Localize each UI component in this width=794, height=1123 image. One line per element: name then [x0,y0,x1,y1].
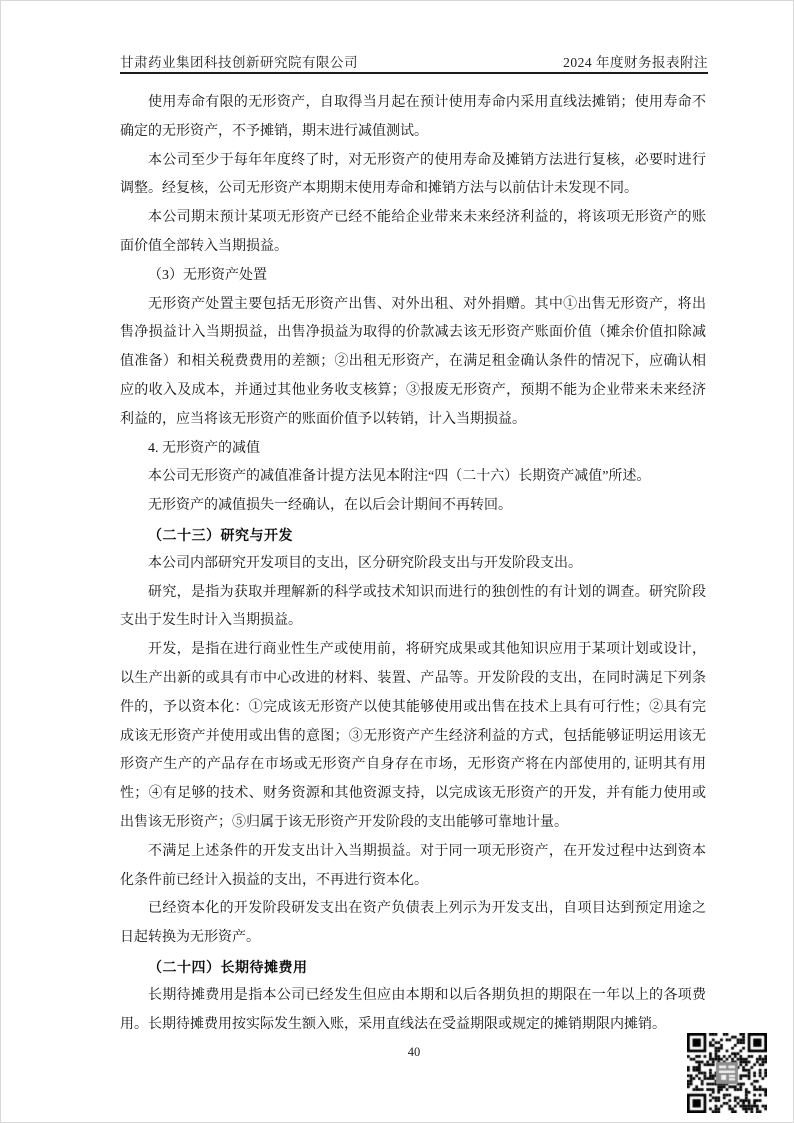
qr-code [687,1033,767,1113]
section-heading: （二十四）长期待摊费用 [148,958,308,975]
paragraph: 无形资产处置主要包括无形资产出售、对外出租、对外捐赠。其中①出售无形资产，将出售净损益计入当期损益，出售净损益为取得的价款减去该无形资产账面价值（摊余价值扣除减值准备）和相关税费费用的差额；②出租无形资产，在满足租金确认条件的情况下，应确认相应的收入及成本，并通过其他业务收支核算；③报废无形资产，预期不能为企业带来未来经济利益的，应当将该无形资产的账面价值予以转销，计入当期损益。 [120,296,706,427]
section-heading: （二十三）研究与开发 [148,526,293,543]
paragraph: 使用寿命有限的无形资产，自取得当月起在预计使用寿命内采用直线法摊销；使用寿命不确定的无形资产，不予摊销，期末进行减值测试。 [120,95,706,139]
report-title: 2024 年度财务报表附注 [563,55,708,70]
page-header [120,51,708,71]
paragraph: 4. 无形资产的减值 [148,440,260,456]
paragraph: 长期待摊费用是指本公司已经发生但应由本期和以后各期负担的期限在一年以上的各项费用。长期待摊费用按实际发生额入账，采用直线法在受益期限或规定的摊销期限内摊销。 [120,987,706,1032]
paragraph: （3）无形资产处置 [148,267,267,283]
company-name: 甘肃药业集团科技创新研究院有限公司 [120,55,358,70]
page-footer [120,1045,708,1060]
qr-code-image [687,1033,767,1113]
paragraph: 开发，是指在进行商业性生产或使用前，将研究成果或其他知识应用于某项计划或设计，以生产出新的或具有市中心改进的材料、装置、产品等。开发阶段的支出，在同时满足下列条件的，予以资本化：①完成该无形资产以使其能够使用或出售在技术上具有可行性；②具有完成该无形资产并使用或出售的意图；③无形资产产生经济利益的方式，包括能够证明运用该无形资产生产的产品存在市场或无形资产自身存在市场，无形资产将在内部使用的, 证明其有用性；④有足够的技术、财务资源和其他资源支持，以完成该无形资产的开发，并有能力使用或出售该无形资产；⑤归属于该无形资产开发阶段的支出能够可靠地计量。 [120,642,706,830]
paragraph: 本公司内部研究开发项目的支出，区分研究阶段支出与开发阶段支出。 [148,555,582,571]
paragraph: 已经资本化的开发阶段研发支出在资产负债表上列示为开发支出，自项目达到预定用途之日起转换为无形资产。 [120,901,706,946]
paragraph: 不满足上述条件的开发支出计入当期损益。对于同一项无形资产，在开发过程中达到资本化条件前已经计入损益的支出，不再进行资本化。 [120,843,706,888]
paragraph: 研究，是指为获取并理解新的科学或技术知识而进行的独创性的有计划的调查。研究阶段支出于发生时计入当期损益。 [120,584,706,629]
paragraph: 本公司至少于每年年度终了时，对无形资产的使用寿命及摊销方法进行复核，必要时进行调整。经复核，公司无形资产本期期末使用寿命和摊销方法与以前估计未发现不同。 [120,152,706,197]
paragraph: 本公司期末预计某项无形资产已经不能给企业带来未来经济利益的，将该项无形资产的账面价值全部转入当期损益。 [120,210,706,254]
header-rule [120,72,708,74]
paragraph: 无形资产的减值损失一经确认，在以后会计期间不再转回。 [148,498,512,514]
page-number: 40 [407,1045,421,1059]
paragraph: 本公司无形资产的减值准备计提方法见本附注“四（二十六）长期资产减值”所述。 [148,469,651,485]
document-body [120,89,706,1039]
